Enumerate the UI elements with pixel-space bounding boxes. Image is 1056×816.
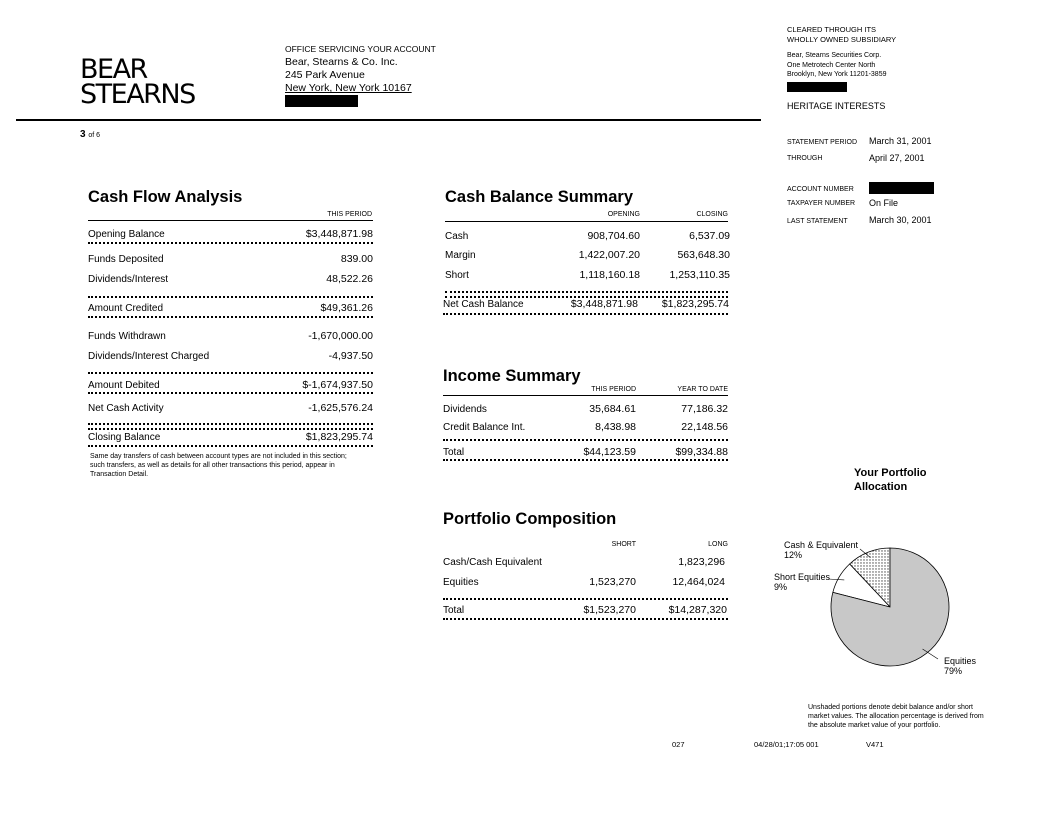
page-indicator: [80, 129, 100, 140]
income-total-period: $44,123.59: [583, 446, 636, 458]
portfolio-total-long: $14,287,320: [668, 604, 727, 616]
double-dotted-rule: [88, 423, 373, 430]
dotted-rule: [443, 598, 728, 602]
col-ytd: YEAR TO DATE: [677, 386, 728, 393]
interest-charged-value: -4,937.50: [328, 350, 373, 362]
rule: [88, 220, 373, 221]
pie-label-percent: 79%: [944, 666, 963, 676]
through-value: April 27, 2001: [869, 153, 925, 163]
footer-stamp: 04/28/01;17:05 001: [754, 740, 819, 749]
row-period: 8,438.98: [595, 421, 636, 433]
dotted-rule: [88, 242, 373, 246]
allocation-title-1: Your Portfolio: [854, 467, 927, 479]
col-opening: OPENING: [607, 211, 640, 218]
pie-label-name: Short Equities: [774, 572, 831, 582]
clearing-addr2: Brooklyn, New York 11201-3859: [787, 71, 887, 78]
row-label: Cash/Cash Equivalent: [443, 557, 542, 568]
col-closing: CLOSING: [696, 211, 728, 218]
income-total-ytd: $99,334.88: [675, 446, 728, 458]
row-long: 12,464,024: [672, 576, 725, 588]
row-ytd: 77,186.32: [681, 403, 728, 415]
office-address: [285, 43, 436, 111]
header-rule: [16, 119, 761, 121]
cash-flow-title: Cash Flow Analysis: [88, 188, 243, 206]
income-total-label: Total: [443, 447, 465, 458]
funds-deposited-label: Funds Deposited: [88, 254, 164, 265]
row-opening: 1,118,160.18: [579, 269, 640, 281]
row-label: Cash: [445, 231, 469, 242]
dotted-rule: [88, 316, 373, 320]
dotted-rule: [88, 392, 373, 396]
col-this-period: THIS PERIOD: [327, 211, 372, 218]
clearing-line-2: WHOLLY OWNED SUBSIDIARY: [787, 35, 897, 44]
rule: [443, 395, 728, 396]
logo-line-1: BEAR: [80, 54, 147, 85]
interest-charged-label: Dividends/Interest Charged: [88, 351, 210, 362]
allocation-pie-chart: [770, 535, 990, 685]
pie-label-name: Cash & Equivalent: [784, 540, 859, 550]
rule: [445, 221, 728, 222]
amount-debited-label: Amount Debited: [88, 380, 160, 391]
net-cash-balance-label: Net Cash Balance: [443, 299, 524, 310]
pie-label-name: Equities: [944, 656, 977, 666]
row-label: Dividends: [443, 404, 487, 415]
statement-period-label: STATEMENT PERIOD: [787, 139, 858, 146]
row-label: Credit Balance Int.: [443, 422, 526, 433]
allocation-note: Unshaded portions denote debit balance and/or short market values. The allocation percentage is derived from the absolute market value of your portfolio.: [808, 704, 984, 729]
clearing-info: [787, 25, 896, 95]
row-period: 35,684.61: [589, 403, 636, 415]
office-name: Bear, Stearns & Co. Inc.: [285, 56, 398, 68]
amount-credited-label: Amount Credited: [88, 303, 164, 314]
through-label: THROUGH: [787, 155, 823, 162]
logo-line-2: STEARNS: [80, 79, 195, 110]
net-closing: $1,823,295.74: [661, 298, 729, 310]
redaction-bar: [869, 182, 934, 194]
pie-label-percent: 12%: [784, 550, 803, 560]
redaction-bar: [787, 82, 847, 92]
row-label: Short: [445, 270, 469, 281]
page-number: 3: [80, 129, 86, 140]
portfolio-total-short: $1,523,270: [583, 604, 636, 616]
bear-stearns-logo: [80, 54, 195, 110]
portfolio-total-label: Total: [443, 605, 465, 616]
clearing-line-1: CLEARED THROUGH ITS: [787, 25, 877, 34]
allocation-title-2: Allocation: [854, 481, 908, 493]
amount-credited-value: $49,361.26: [320, 302, 373, 314]
funds-withdrawn-value: -1,670,000.00: [308, 330, 373, 342]
last-statement-label: LAST STATEMENT: [787, 218, 848, 225]
row-long: 1,823,296: [678, 556, 725, 568]
row-opening: 908,704.60: [587, 230, 640, 242]
dotted-rule: [443, 618, 728, 622]
dotted-rule: [88, 445, 373, 449]
amount-debited-value: $-1,674,937.50: [302, 379, 373, 391]
statement-period-value: March 31, 2001: [869, 136, 932, 146]
opening-balance-label: Opening Balance: [88, 229, 165, 240]
row-closing: 563,648.30: [677, 249, 730, 261]
office-city: New York, New York 10167: [285, 82, 412, 94]
footer-code: 027: [672, 740, 685, 749]
clearing-addr1: One Metrotech Center North: [787, 61, 876, 69]
double-dotted-rule: [445, 291, 728, 298]
opening-balance-value: $3,448,871.98: [305, 228, 373, 240]
net-cash-activity-value: -1,625,576.24: [308, 402, 373, 414]
redaction-bar: [285, 95, 358, 107]
last-statement-value: March 30, 2001: [869, 215, 932, 225]
page-of: of 6: [88, 132, 101, 139]
allocation-title: [854, 466, 927, 494]
portfolio-title: Portfolio Composition: [443, 510, 617, 528]
col-long: LONG: [708, 541, 728, 548]
dotted-rule: [88, 296, 373, 300]
taxpayer-value: On File: [869, 198, 899, 208]
row-short: 1,523,270: [589, 576, 636, 588]
row-ytd: 22,148.56: [681, 421, 728, 433]
col-short: SHORT: [611, 541, 636, 548]
account-name: HERITAGE INTERESTS: [787, 101, 886, 111]
pie-label-percent: 9%: [774, 582, 788, 592]
income-title: Income Summary: [443, 367, 581, 385]
funds-deposited-value: 839.00: [340, 253, 373, 265]
net-opening: $3,448,871.98: [570, 298, 638, 310]
dividends-label: Dividends/Interest: [88, 274, 169, 285]
dotted-rule: [443, 313, 728, 317]
dotted-rule: [443, 439, 728, 443]
dotted-rule: [88, 372, 373, 376]
footer-version: V471: [866, 740, 884, 749]
row-opening: 1,422,007.20: [578, 249, 640, 261]
office-header: OFFICE SERVICING YOUR ACCOUNT: [285, 44, 436, 54]
dividends-value: 48,522.26: [326, 273, 373, 285]
transfer-note: Same day transfers of cash between account types are not included in this section; such transfers, as well as details for all other transactions this period, appear in Transaction Detail.: [90, 453, 347, 478]
closing-balance-label: Closing Balance: [88, 432, 161, 443]
row-closing: 6,537.09: [689, 230, 730, 242]
taxpayer-label: TAXPAYER NUMBER: [787, 200, 856, 207]
row-closing: 1,253,110.35: [669, 269, 730, 281]
col-this-period: THIS PERIOD: [591, 386, 636, 393]
clearing-corp: Bear, Stearns Securities Corp.: [787, 52, 882, 59]
cash-balance-title: Cash Balance Summary: [445, 188, 634, 206]
office-street: 245 Park Avenue: [285, 69, 365, 81]
closing-balance-value: $1,823,295.74: [305, 431, 373, 443]
net-cash-activity-label: Net Cash Activity: [88, 403, 164, 414]
row-label: Equities: [443, 577, 479, 588]
row-label: Margin: [445, 250, 476, 261]
dotted-rule: [443, 459, 728, 463]
account-number-label: ACCOUNT NUMBER: [787, 186, 854, 193]
funds-withdrawn-label: Funds Withdrawn: [88, 331, 166, 342]
